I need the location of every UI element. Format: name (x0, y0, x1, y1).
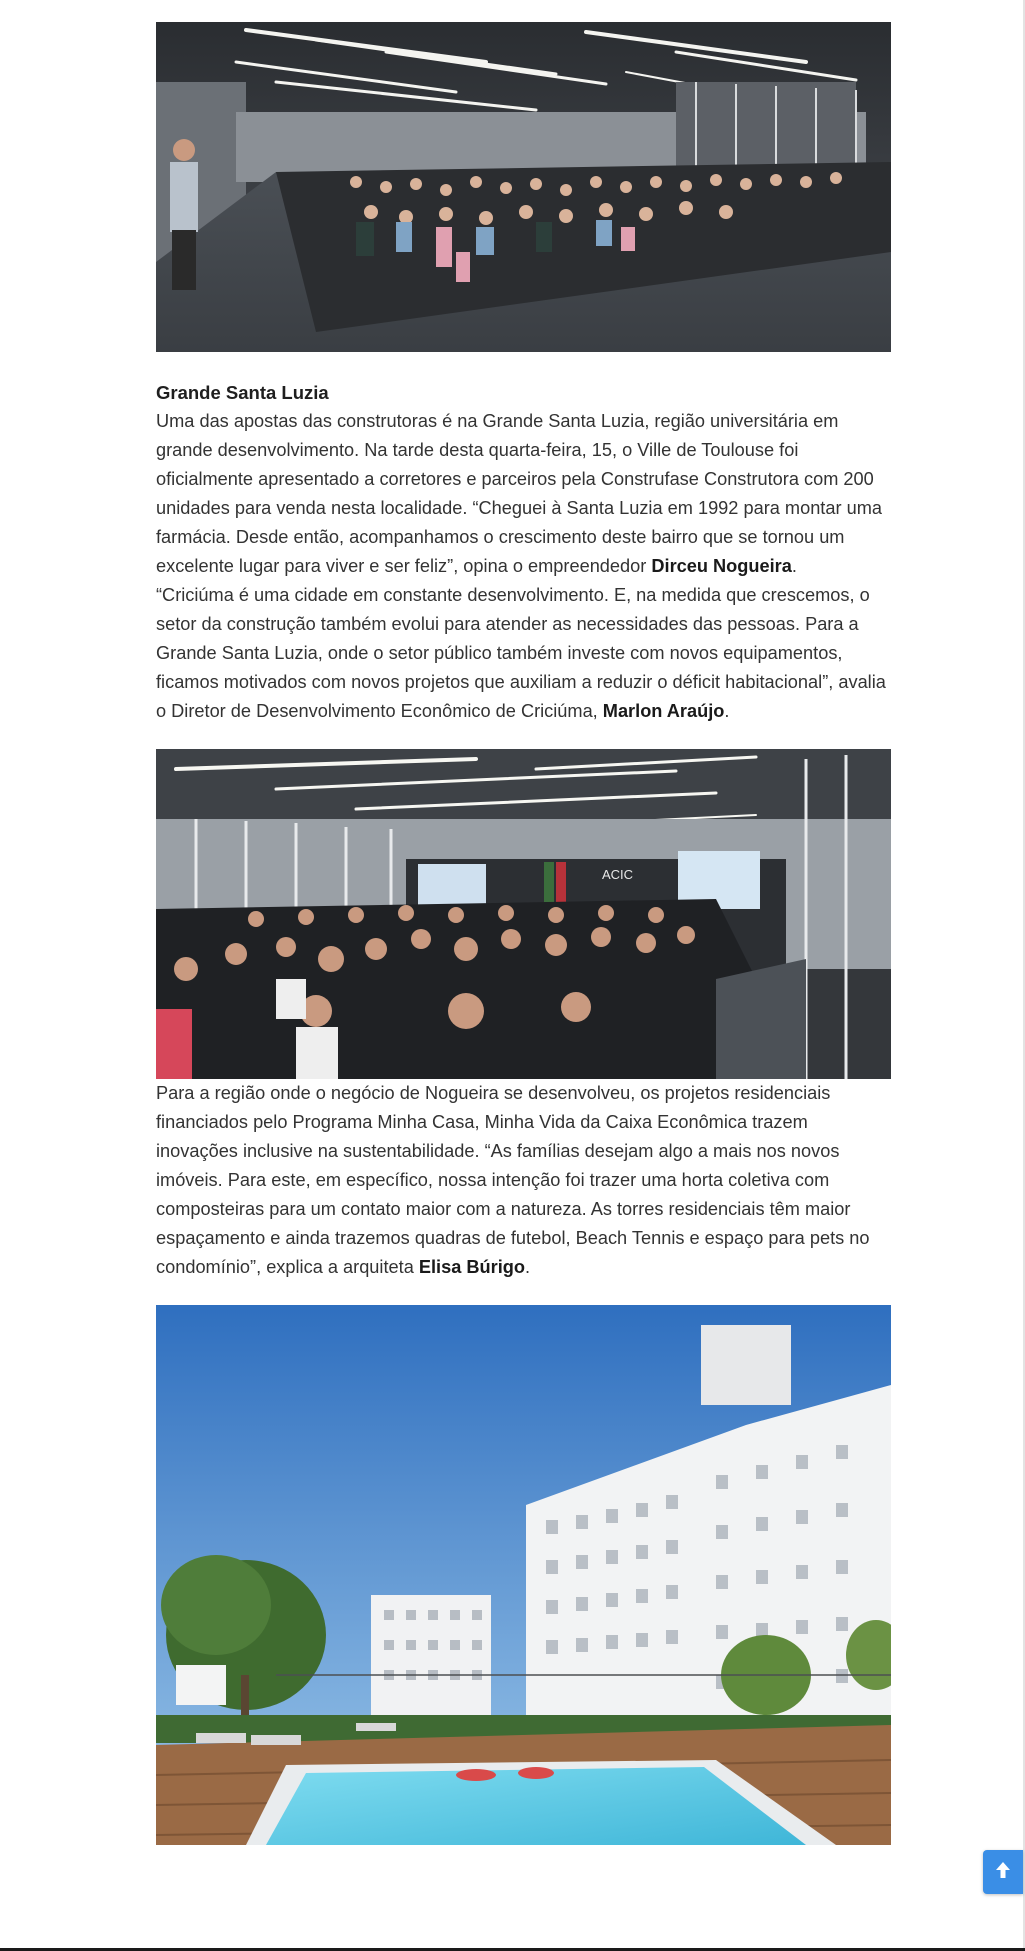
paragraph-3-end: . (524, 1257, 531, 1277)
person-name-dirceu: Dirceu Nogueira (651, 556, 792, 576)
paragraph-3-text: Para a região onde o negócio de Nogueira se desenvolveu, os projetos residenciais financiados pelo Programa Minha Casa, Minha Vida da Caixa Econômica trazem inovações inclusive na sustentabilidade. “As famílias desejam algo a mais nos novos imóveis. Para este, em específico, nossa intenção foi trazer uma horta coletiva com composteiras para um contato maior com a natureza. As torres residenciais têm maior espaçamento e ainda trazemos quadras de futebol, Beach Tennis e espaço para pets no condomínio”, explica a arquiteta (156, 1083, 870, 1277)
paragraph-1-end: . (791, 556, 797, 576)
person-name-marlon: Marlon Araújo (602, 701, 725, 721)
article-content (156, 22, 891, 1845)
person-name-elisa: Elisa Búrigo (418, 1257, 525, 1277)
event-stage-photo (156, 749, 891, 1079)
paragraph-2 (156, 581, 891, 726)
paragraph-2-end: . (724, 701, 730, 721)
paragraph-3 (156, 1079, 891, 1282)
audience-photo (156, 22, 891, 352)
svg-text:ACIC: ACIC (602, 867, 634, 882)
back-to-top-button[interactable] (983, 1850, 1023, 1894)
paragraph-1 (156, 407, 891, 581)
arrow-up-icon (994, 1860, 1012, 1885)
residential-render-photo (156, 1305, 891, 1845)
paragraph-1-text: Uma das apostas das construtoras é na Grande Santa Luzia, região universitária em grande desenvolvimento. Na tarde desta quarta-feira, 15, o Ville de Toulouse foi oficialmente apresentado a corretores e parceiros pela Construfase Construtora com 200 unidades para venda nesta localidade. “Cheguei à Santa Luzia em 1992 para montar uma farmácia. Desde então, acompanhamos o crescimento deste bairro que se tornou um excelente lugar para viver e ser feliz”, opina o empreendedor (156, 411, 882, 576)
section-subheading: Grande Santa Luzia (156, 382, 329, 403)
paragraph-2-text: “Criciúma é uma cidade em constante desenvolvimento. E, na medida que crescemos, o setor da construção também evolui para atender as necessidades das pessoas. Para a Grande Santa Luzia, onde o setor público também investe com novos equipamentos, ficamos motivados com novos projetos que auxiliam a reduzir o déficit habitacional”, avalia o Diretor de Desenvolvimento Econômico de Criciúma, (156, 585, 886, 721)
